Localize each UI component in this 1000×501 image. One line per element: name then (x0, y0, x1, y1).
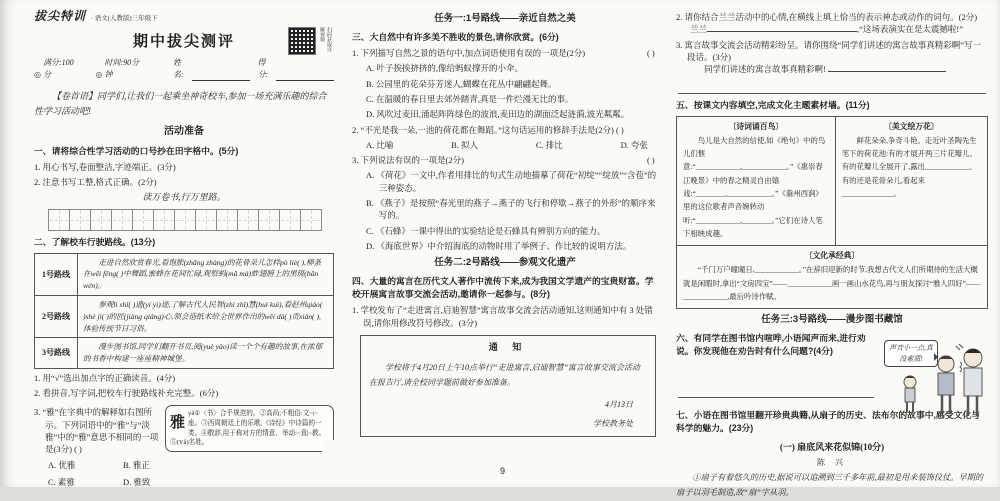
option-d[interactable]: D. 雅致 (123, 477, 151, 488)
notice-title: 通 知 (488, 342, 528, 353)
option-d[interactable]: D. 风吹过麦田,涌起阵阵绿色的波浪,麦田边的湖面泛起涟漪,波光粼粼。 (366, 109, 630, 120)
option-c[interactable]: C. 《石蜂》一课中得出的实验结论是石蜂具有辨别方向的能力。 (366, 225, 606, 236)
route-2-text: 参观lì shǐ( )遗(yí yì)迹,了解古代人民智(zhì zhǐ)慧(huì kuì),看赵州qiáo( )shè jì( )的匠(jiàng qiáng)心,领会造纸术给全世界作出的wěi dà( )贡xiàn( ),体验传统节日习俗。 (83, 300, 323, 333)
task-2-heading: 任务二:2号路线——参观文化遗产 (434, 257, 576, 269)
question-2-item-3: 3. “雅”在字典中的解释如右图所示。下列词语中的“雅”与“淡雅”中的“雅”意思不相同的一项是(3分) ( ) (34, 407, 159, 455)
option-c[interactable]: C. 素雅 (48, 477, 75, 488)
question-3-2: 2. “不光是我一朵,一池的荷花都在舞蹈。”这句话运用的修辞手法是(2分) ( ) (352, 124, 624, 135)
blank-lead: 兰兰 (690, 24, 708, 35)
preface-text: 【卷首语】同学们,让我们一起乘坐神奇校车,参加一场充满乐趣的综合性学习活动吧! (34, 90, 327, 116)
panel-bird-title: 〔诗词诵百鸟〕 (728, 121, 784, 131)
speech-bubble: 声音小一点,真没素质! (884, 340, 938, 367)
table-row (35, 338, 334, 369)
question-1-item-2: 2. 注意书写工整,格式正确。(2分) (34, 177, 157, 188)
score-label: 得分: (257, 58, 269, 79)
question-1-title: 一、请将综合性学习活动的口号抄在田字格中。(5分) (34, 145, 239, 156)
route-1-label: 1号路线 (35, 253, 78, 295)
passage-title: (一) 扇底风来花似锦(10分) (779, 441, 885, 452)
meta-time: 时间:90分钟 (104, 58, 140, 79)
question-2-item-2: 2. 看拼音,写字词,把校车行驶路线补充完整。(6分) (34, 388, 219, 399)
brand-subtitle: · 语文(人教版)三年级下 (91, 15, 158, 22)
meta-full-score: 满分:100分 (42, 58, 74, 79)
question-2-title: 二、了解校车行驶路线。(13分) (34, 236, 156, 247)
option-b[interactable]: B. 《燕子》是按照“春光里的燕子→燕子的飞行和停歇→燕子的外形”的顺序来写的。 (366, 198, 656, 221)
column-right (676, 8, 988, 501)
column-middle (352, 8, 658, 437)
question-6-title: 六、有同学在图书馆内喧哗,小语闻声而来,进行劝说。你发现他在劝告时有什么问题?(4分) (676, 333, 866, 357)
option-a[interactable]: A. 优雅 (48, 459, 76, 470)
page-title: 期中拔尖测评 (132, 33, 235, 51)
option-d[interactable]: D. 夸张 (620, 139, 648, 150)
circle-bullet-icon: ◎ (34, 69, 41, 79)
question-4-1: 1. 学校发布了“走进寓言,启迪智慧”寓言故事交流会活动通知,这则通知中有 3 处错误,请你用修改符号修改。(3分) (352, 305, 653, 328)
task-1-heading: 任务一:1号路线——亲近自然之美 (434, 13, 576, 24)
question-5-title: 五、按课文内容填空,完成文化主题素材墙。(11分) (676, 99, 870, 110)
option-c[interactable]: C. 排比 (535, 139, 563, 150)
qr-caption: 扫码获取详解视频 (319, 27, 331, 53)
task-3-heading: 任务三:3号路线——漫步图书藏馆 (761, 314, 903, 326)
motto-text: 读万卷书,行万里路。 (142, 192, 226, 203)
library-cartoon (884, 334, 988, 420)
panel-classic-title: 〔文化承经典〕 (804, 251, 860, 261)
question-4-title: 四、大量的寓言在历代文人著作中流传下来,成为我国文学遗产的宝贵财富。学校开展寓言故事交流会活动,邀请你一起参与。(8分) (352, 276, 654, 300)
question-3-title: 三、大自然中有许多美不胜收的景色,请你欣赏。(6分) (352, 31, 559, 42)
name-blank[interactable] (192, 71, 250, 81)
name-label: 姓名: (173, 58, 184, 79)
answer-blank[interactable] (707, 23, 857, 32)
panel-flower-text: 鲜花朵朵,争奇斗艳。走近叶圣陶先生笔下的荷花池:有的才展开两三片花瓣儿。有的花瓣儿全展开了,露出____________。有的还是花骨朵儿,看起来______________。 (841, 135, 977, 199)
route-table (34, 253, 334, 369)
qr-block (288, 27, 332, 55)
brand-logo: 拔尖特训 (34, 9, 87, 23)
qr-code-icon (288, 27, 316, 55)
dictionary-headword: 雅 (170, 415, 186, 432)
notice-body: 学校将于4月20日上午10点举行“走进寓言,启迪智慧”寓言故事交流会活动在报告厅,请全校同学题前做好参加准备。 (369, 363, 640, 388)
question-2-item-1: 1. 用“√”选出加点字的正确读音。(4分) (34, 372, 176, 383)
panel-bird-text: 鸟儿是大自然的信使,如《绝句》中的鸟儿们惬意:“____________,____________。”《惠崇春江晚景》中的春之精灵自由嬉戏:“________,____________。”《滁州西涧》里的这位歌者声音婉转动听:“____________,________。”它们在诗人笔下相映成趣。 (683, 135, 826, 239)
notice-box (360, 335, 656, 437)
option-a[interactable]: A. 叶子挨挨挤挤的,像给蚂蚁撑开的小伞。 (366, 63, 524, 74)
column-left (34, 8, 334, 488)
tianzige-grid[interactable] (48, 209, 334, 231)
blank-tail: ,“这场表演实在是太震撼啦!” (857, 24, 964, 35)
dictionary-callout (165, 405, 334, 451)
section-activity-prep: 活动准备 (164, 126, 204, 138)
question-3-3: ( ) 3. 下列说法有误的一项是(2分) (352, 155, 655, 166)
option-b[interactable]: B. 公园里的花朵芬芳迷人,蝴蝶在花丛中翩翩起舞。 (366, 78, 557, 89)
score-blank[interactable] (276, 71, 334, 81)
question-4-2: 2. 请你结合兰兰活动中的心情,在横线上填上恰当的表示神态或动作的词句。(2分) (676, 12, 978, 22)
option-d[interactable]: D. 《海底世界》中介绍海底的动物时用了举例子、作比较的说明方法。 (366, 241, 632, 252)
route-2-label: 2号路线 (35, 296, 78, 338)
answer-blank[interactable] (828, 63, 946, 72)
option-b[interactable]: B. 雅正 (123, 459, 150, 470)
passage-paragraph-1: ①扇子有着悠久的历史,据说可以追溯到三千多年前,最初是用来装饰仪仗。早期的扇子以羽毛制造,故“扇”字从羽。 (676, 473, 984, 497)
option-b[interactable]: B. 拟人 (451, 139, 479, 150)
route-1-text: 走进自然欣赏春光,看饱胀(zhǎng zhàng)的花骨朵儿怎样pò liè( ),柳条在wēi fēng( )中舞蹈,蜜蜂在花间忙碌,观察蚂(mǎ mà)蚱翅膀上的黑斑(bān wén)。 (83, 257, 322, 291)
route-3-label: 3号路线 (35, 338, 78, 369)
question-3-1: ( ) 1. 下列描写自然之景的语句中,加点词语使用有误的一项是(2分) (352, 47, 655, 58)
material-wall (676, 116, 988, 310)
question-7-title: 七、小语在图书馆里翻开珍贵典籍,从扇子的历史、法布尔的故事中,感受文化与科学的魅力。(23分) (676, 410, 980, 434)
question-1-item-1: 1. 用心书写,卷面整洁,字迹端正。(3分) (34, 161, 176, 172)
passage-author: 陈 兴 (817, 457, 847, 467)
prompt-lead: 同学们讲述的寓言故事真精彩啊! (704, 64, 826, 75)
answer-line[interactable] (678, 384, 874, 398)
route-3-text: 漫步图书馆,同学们翻开书页,阅(yuè yào)读一个个有趣的故事,在浓郁的书香中构建一座座精神城堡。 (83, 342, 323, 364)
option-c[interactable]: C. 在温暖的春日里去郊外踏青,真是一件烂漫无比的事。 (366, 93, 574, 104)
option-a[interactable]: A. 《荷花》一文中,作者用排比的句式生动地描摹了荷花“初绽”“绽放”“含苞”的三种姿态。 (366, 170, 657, 193)
panel-flower-title: 〔美文绘万花〕 (884, 121, 939, 131)
question-4-3: 3. 寓言故事交流会活动精彩纷呈。请你围绕“同学们讲述的寓言故事真精彩啊”写一段话。(3分) (676, 39, 982, 62)
panel-classic-text: “千门万户曈曈日,____________。”在辞旧迎新的时节,我想古代文人们所期待的生活大概就是闲暇时,拿出“文房四宝”——____________画一画山水花鸟,再与朋友探讨“雅人四好”——____________,最后吟诗作赋。 (683, 265, 981, 302)
page-number: 9 (500, 466, 506, 476)
dictionary-definition: yǎ①〈书〉合乎规范的。②高尚;不粗俗:文~|~座。③西周朝廷上的乐歌,《诗经》中诗篇的一类。④敬辞,用于称对方的情意、举动:~意|~教。⑤(Yǎ)名姓。 (170, 410, 326, 447)
circle-bullet-icon: ◎ (95, 69, 103, 79)
option-a[interactable]: A. 比喻 (366, 139, 394, 150)
table-row (35, 253, 334, 295)
notice-signer: 学校教务处 (593, 419, 633, 429)
answer-line[interactable] (678, 80, 986, 94)
notice-date: 4月13日 (605, 399, 633, 409)
table-row (35, 296, 334, 338)
